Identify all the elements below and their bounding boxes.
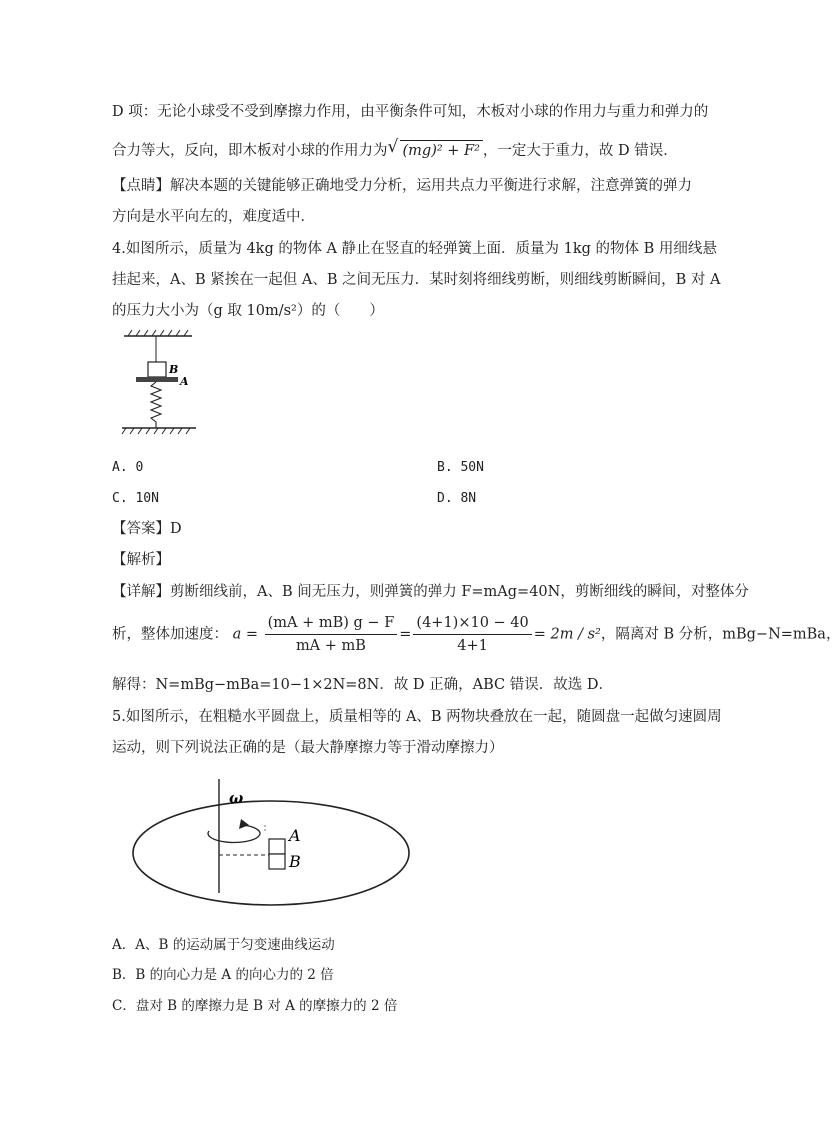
q3-tip-line-1: 【点睛】解决本题的关键能够正确地受力分析，运用共点力平衡进行求解，注意弹簧的弹力 <box>112 178 692 194</box>
q4-stem-line-1: 4.如图所示，质量为 4kg 的物体 A 静止在竖直的轻弹簧上面．质量为 1kg 的物体 B 用细线悬 <box>112 241 717 257</box>
q4-answer: 【答案】D <box>112 521 182 537</box>
q4-stem-line-2: 挂起来，A、B 紧挨在一起但 A、B 之间无压力．某时刻将细线剪断，则细线剪断瞬间，B 对 A <box>112 272 721 288</box>
omega-label: ω <box>229 789 244 807</box>
q5-stem-line-1: 5.如图所示，在粗糙水平圆盘上，质量相等的 A、B 两物块叠放在一起，随圆盘一起做匀速圆周 <box>112 709 722 725</box>
q4-option-b: B. 50N <box>437 460 484 475</box>
label-a: A <box>289 826 301 845</box>
eq-lhs: a = <box>232 626 259 643</box>
q3-line2-prefix: 合力等大，反向，即木板对小球的作用力为 <box>112 143 388 159</box>
q4-stem-line-3: 的压力大小为（g 取 10m/s²）的（ ） <box>112 303 384 319</box>
fraction-symbolic-numerator: (mA + mB) g − F <box>265 612 398 635</box>
label-b: B <box>289 852 301 871</box>
q4-option-d: D. 8N <box>437 491 477 506</box>
q4-detail-line-3: 解得：N=mBg−mBa=10−1×2N=8N．故 D 正确，ABC 错误．故选 D． <box>112 677 613 693</box>
spring-figure <box>118 330 198 440</box>
sqrt-expression: √ (mg)² + F² <box>400 140 483 161</box>
q3-text-line-1: D 项：无论小球受不受到摩擦力作用，由平衡条件可知，木板对小球的作用力与重力和弹力的 <box>112 104 709 120</box>
q3-line2-suffix: ，一定大于重力，故 D 错误． <box>482 143 678 159</box>
q3-tip-line-2: 方向是水平向左的，难度适中． <box>112 209 315 225</box>
q4-option-a: A. 0 <box>112 460 144 475</box>
q5-stem-line-2: 运动，则下列说法正确的是（最大静摩擦力等于滑动摩擦力） <box>112 740 504 756</box>
fraction-numeric-numerator: (4+1)×10 − 40 <box>413 612 531 635</box>
q4-analysis-heading: 【解析】 <box>112 552 170 568</box>
q4-detail2-suffix: ，隔离对 B 分析，mBg−N=mBa， <box>600 626 840 643</box>
label-a: A <box>180 375 189 388</box>
turntable-figure <box>125 775 425 915</box>
q5-option-b: B．B 的向心力是 A 的向心力的 2 倍 <box>112 967 334 983</box>
fraction-numeric-denominator: 4+1 <box>457 638 488 654</box>
q3-text-line-2 <box>112 140 678 161</box>
q5-option-a: A．A、B 的运动属于匀变速曲线运动 <box>112 937 335 953</box>
eq-result: = 2m / s² <box>533 626 601 643</box>
fraction-numeric <box>413 612 531 657</box>
q4-detail2-prefix: 析，整体加速度： <box>112 626 228 643</box>
q5-option-c: C．盘对 B 的摩擦力是 B 对 A 的摩擦力的 2 倍 <box>112 998 398 1014</box>
label-b: B <box>169 363 179 376</box>
fraction-symbolic <box>265 612 398 657</box>
fraction-symbolic-denominator: mA + mB <box>295 638 366 654</box>
q4-detail-line-1: 【详解】剪断细线前，A、B 间无压力，则弹簧的弹力 F=mAg=40N，剪断细线的瞬间，对整体分 <box>112 584 749 600</box>
q4-option-c: C. 10N <box>112 491 159 506</box>
q4-detail-line-2: 析，整体加速度： a = $\frac{(mA + mB) g - F}{mA + mB}$ = $\frac{(4+1)\times 10 - 40}{4+1}$ = 2m / s²，隔离对 B 分析，mBg−N=mBa， <box>112 612 840 657</box>
